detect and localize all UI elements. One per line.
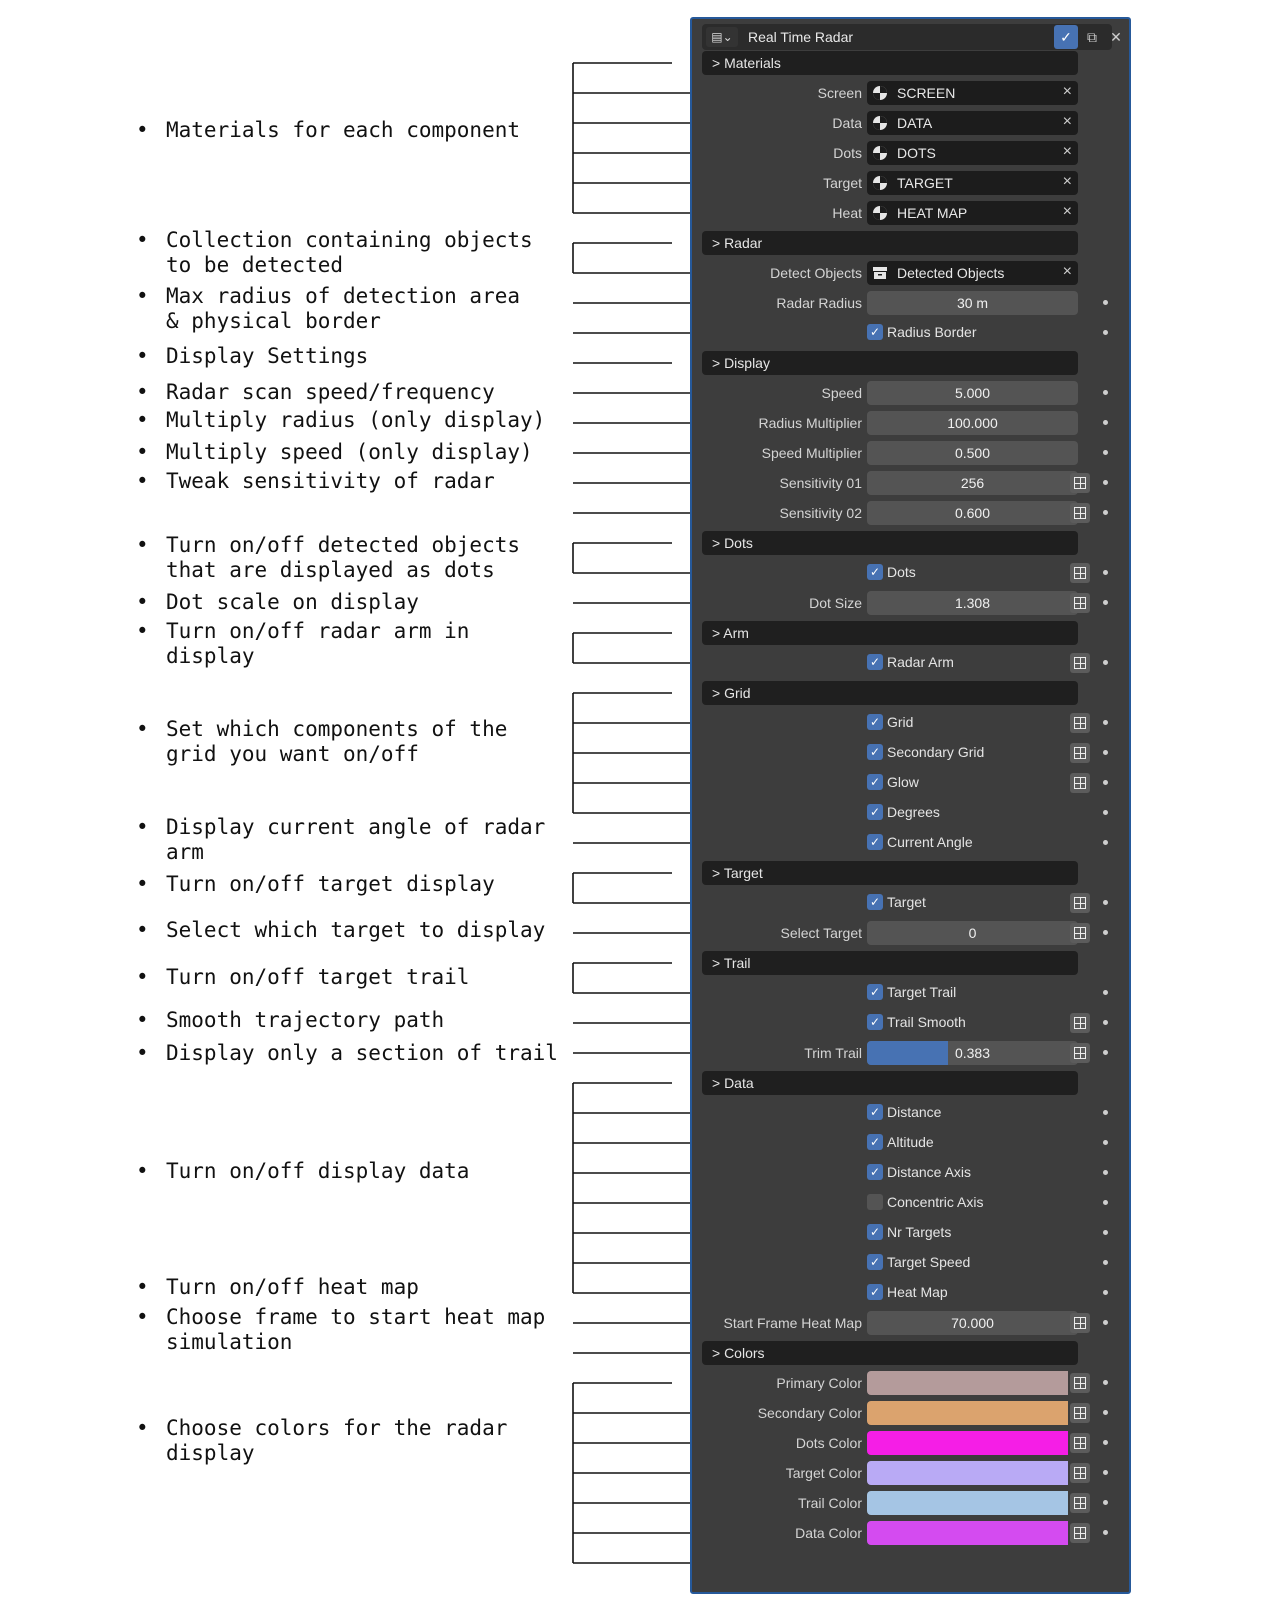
row-radius-border <box>692 319 1129 347</box>
annotation-text: Display current angle of radar <box>166 815 546 839</box>
checkmark-icon[interactable]: ✓ <box>867 1254 883 1270</box>
section-header-dots[interactable] <box>702 531 1078 555</box>
section-dots <box>692 529 1129 557</box>
checkbox-label: Radar Arm <box>887 654 954 670</box>
decorator-keyframe-icon[interactable] <box>1070 593 1090 613</box>
clear-x-icon[interactable]: × <box>1062 143 1072 160</box>
checkmark-icon[interactable]: ✓ <box>867 1284 883 1300</box>
material-sphere-icon <box>872 115 888 131</box>
row-secondary-grid <box>692 739 1129 767</box>
field-value: DATA <box>897 115 933 131</box>
animate-dot-icon[interactable] <box>1103 900 1108 905</box>
animate-dot-icon[interactable] <box>1103 1470 1108 1475</box>
row-target <box>692 889 1129 917</box>
field-value: 0 <box>968 925 977 941</box>
animate-dot-icon[interactable] <box>1103 510 1108 515</box>
clear-x-icon[interactable]: × <box>1062 263 1072 280</box>
animate-dot-icon[interactable] <box>1103 1290 1108 1295</box>
checkmark-icon[interactable]: ✓ <box>867 834 883 850</box>
radar-radius-field[interactable] <box>867 291 1078 315</box>
annotation-text: Collection containing objects <box>166 228 533 252</box>
annotation-text: Turn on/off heat map <box>166 1275 419 1299</box>
checkbox-label: Current Angle <box>887 834 973 850</box>
annotation-text: Turn on/off target trail <box>166 965 470 989</box>
field-value: TARGET <box>897 175 953 191</box>
section-grid <box>692 679 1129 707</box>
field-value: 100.000 <box>947 415 998 431</box>
checkmark-icon[interactable]: ✓ <box>867 1014 883 1030</box>
animate-dot-icon[interactable] <box>1103 840 1108 845</box>
checkbox-label: Nr Targets <box>887 1224 952 1240</box>
checkbox-label: Target <box>887 894 926 910</box>
property-label: Speed Multiplier <box>761 445 862 461</box>
checkbox-label: Distance <box>887 1104 942 1120</box>
pin-shield-icon[interactable]: ✓ <box>1054 25 1078 49</box>
real-time-radar-panel <box>690 17 1131 1594</box>
field-value: Detected Objects <box>897 265 1005 281</box>
row-target <box>692 169 1129 197</box>
row-glow <box>692 769 1129 797</box>
section-data <box>692 1069 1129 1097</box>
section-title: > Grid <box>712 685 751 701</box>
property-label: Dots Color <box>795 1435 862 1451</box>
bullet-point: • <box>136 965 149 989</box>
annotation-text: display <box>166 644 255 668</box>
primary-color-swatch[interactable] <box>867 1371 1068 1395</box>
sensitivity-02-field[interactable] <box>867 501 1078 525</box>
animate-dot-icon[interactable] <box>1103 330 1108 335</box>
animate-dot-icon[interactable] <box>1103 1380 1108 1385</box>
decorator-keyframe-icon[interactable] <box>1070 743 1090 763</box>
field-value: 256 <box>960 475 985 491</box>
sensitivity-01-field[interactable] <box>867 471 1078 495</box>
bullet-point: • <box>136 533 149 557</box>
animate-dot-icon[interactable] <box>1103 420 1108 425</box>
section-title: > Target <box>712 865 763 881</box>
animate-dot-icon[interactable] <box>1103 1200 1108 1205</box>
clear-x-icon[interactable]: × <box>1062 113 1072 130</box>
section-display <box>692 349 1129 377</box>
screen-field[interactable] <box>867 81 1078 105</box>
property-label: Radius Multiplier <box>758 415 862 431</box>
annotation-text: Turn on/off radar arm in <box>166 619 470 643</box>
decorator-keyframe-icon[interactable] <box>1070 893 1090 913</box>
section-header-colors[interactable] <box>702 1341 1078 1365</box>
material-sphere-icon <box>872 85 888 101</box>
bullet-point: • <box>136 872 149 896</box>
section-header-data[interactable] <box>702 1071 1078 1095</box>
secondary-color-swatch[interactable] <box>867 1401 1068 1425</box>
row-distance-axis <box>692 1159 1129 1187</box>
clear-x-icon[interactable]: × <box>1062 203 1072 220</box>
row-sensitivity-02 <box>692 499 1129 527</box>
animate-dot-icon[interactable] <box>1103 1020 1108 1025</box>
decorator-keyframe-icon[interactable] <box>1070 1013 1090 1033</box>
checkbox-label: Radius Border <box>887 324 977 340</box>
annotation-text: Turn on/off detected objects <box>166 533 521 557</box>
annotation-text: Turn on/off display data <box>166 1159 470 1183</box>
animate-dot-icon[interactable] <box>1103 600 1108 605</box>
decorator-keyframe-icon[interactable] <box>1070 653 1090 673</box>
property-label: Target <box>823 175 862 191</box>
property-label: Trim Trail <box>804 1045 862 1061</box>
animate-dot-icon[interactable] <box>1103 1440 1108 1445</box>
animate-dot-icon[interactable] <box>1103 1320 1108 1325</box>
close-icon[interactable]: ✕ <box>1110 29 1122 45</box>
editor-type-icon[interactable]: ▤⌄ <box>706 27 738 47</box>
detect-objects-field[interactable] <box>867 261 1078 285</box>
decorator-keyframe-icon[interactable] <box>1070 773 1090 793</box>
section-header-target[interactable] <box>702 861 1078 885</box>
animate-dot-icon[interactable] <box>1103 1230 1108 1235</box>
bullet-point: • <box>136 1041 149 1065</box>
row-distance <box>692 1099 1129 1127</box>
annotation-text: Tweak sensitivity of radar <box>166 469 495 493</box>
annotation-text: Set which components of the <box>166 717 508 741</box>
decorator-keyframe-icon[interactable] <box>1070 503 1090 523</box>
checkbox-label: Dots <box>887 564 916 580</box>
bullet-point: • <box>136 469 149 493</box>
annotation-text: Multiply radius (only display) <box>166 408 546 432</box>
section-title: > Materials <box>712 55 781 71</box>
row-radius-multiplier <box>692 409 1129 437</box>
bullet-point: • <box>136 440 149 464</box>
animate-dot-icon[interactable] <box>1103 750 1108 755</box>
clear-x-icon[interactable]: × <box>1062 173 1072 190</box>
annotation-text: display <box>166 1441 255 1465</box>
speed-field[interactable] <box>867 381 1078 405</box>
checkmark-icon[interactable]: ✓ <box>867 1104 883 1120</box>
field-value: 0.500 <box>954 445 991 461</box>
property-label: Target Color <box>785 1465 862 1481</box>
row-start-frame-heat-map <box>692 1309 1129 1337</box>
section-materials <box>692 49 1129 77</box>
row-sensitivity-01 <box>692 469 1129 497</box>
animate-dot-icon[interactable] <box>1103 810 1108 815</box>
property-label: Sensitivity 02 <box>779 505 862 521</box>
bullet-point: • <box>136 118 149 142</box>
animate-dot-icon[interactable] <box>1103 450 1108 455</box>
animate-dot-icon[interactable] <box>1103 1410 1108 1415</box>
bullet-point: • <box>136 1305 149 1329</box>
data-color-swatch[interactable] <box>867 1521 1068 1545</box>
animate-dot-icon[interactable] <box>1103 1110 1108 1115</box>
select-target-field[interactable] <box>867 921 1078 945</box>
row-primary-color <box>692 1369 1129 1397</box>
bullet-point: • <box>136 1416 149 1440</box>
dots-color-swatch[interactable] <box>867 1431 1068 1455</box>
animate-dot-icon[interactable] <box>1103 300 1108 305</box>
animate-dot-icon[interactable] <box>1103 1050 1108 1055</box>
field-value: SCREEN <box>897 85 956 101</box>
row-grid <box>692 709 1129 737</box>
material-sphere-icon <box>872 145 888 161</box>
checkmark-icon[interactable]: ✓ <box>867 654 883 670</box>
animate-dot-icon[interactable] <box>1103 1500 1108 1505</box>
annotation-text: Dot scale on display <box>166 590 419 614</box>
row-altitude <box>692 1129 1129 1157</box>
section-header-display[interactable] <box>702 351 1078 375</box>
section-title: > Dots <box>712 535 753 551</box>
field-value: 30 m <box>956 295 989 311</box>
annotation-text: to be detected <box>166 253 344 277</box>
row-dot-size <box>692 589 1129 617</box>
section-title: > Data <box>712 1075 754 1091</box>
section-title: > Arm <box>712 625 749 641</box>
annotation-text: Materials for each component <box>166 118 521 142</box>
property-label: Data <box>832 115 862 131</box>
copy-window-icon[interactable]: ⧉ <box>1087 29 1097 45</box>
property-label: Select Target <box>780 925 862 941</box>
section-header-arm[interactable] <box>702 621 1078 645</box>
bullet-point: • <box>136 815 149 839</box>
annotation-text: arm <box>166 840 204 864</box>
animate-dot-icon[interactable] <box>1103 1530 1108 1535</box>
property-label: Speed <box>821 385 862 401</box>
section-arm <box>692 619 1129 647</box>
property-label: Radar Radius <box>776 295 862 311</box>
bullet-point: • <box>136 717 149 741</box>
section-header-trail[interactable] <box>702 951 1078 975</box>
checkbox-label: Heat Map <box>887 1284 948 1300</box>
animate-dot-icon[interactable] <box>1103 1170 1108 1175</box>
decorator-keyframe-icon[interactable] <box>1070 923 1090 943</box>
row-trail-smooth <box>692 1009 1129 1037</box>
animate-dot-icon[interactable] <box>1103 1260 1108 1265</box>
bullet-point: • <box>136 590 149 614</box>
bullet-point: • <box>136 619 149 643</box>
decorator-keyframe-icon[interactable] <box>1070 1493 1090 1513</box>
row-dots-color <box>692 1429 1129 1457</box>
annotation-text: Choose colors for the radar <box>166 1416 508 1440</box>
annotation-text: simulation <box>166 1330 293 1354</box>
decorator-keyframe-icon[interactable] <box>1070 1403 1090 1423</box>
material-sphere-icon <box>872 175 888 191</box>
checkbox-label: Secondary Grid <box>887 744 985 760</box>
trail-color-swatch[interactable] <box>867 1491 1068 1515</box>
target-color-swatch[interactable] <box>867 1461 1068 1485</box>
annotation-text: Display Settings <box>166 344 369 368</box>
property-label: Start Frame Heat Map <box>723 1315 862 1331</box>
property-label: Screen <box>817 85 862 101</box>
checkbox-label: Altitude <box>887 1134 934 1150</box>
bullet-point: • <box>136 1275 149 1299</box>
checkbox-label: Degrees <box>887 804 940 820</box>
bullet-point: • <box>136 284 149 308</box>
bullet-point: • <box>136 344 149 368</box>
row-trim-trail <box>692 1039 1129 1067</box>
row-screen <box>692 79 1129 107</box>
bullet-point: • <box>136 1159 149 1183</box>
row-radar-radius <box>692 289 1129 317</box>
decorator-keyframe-icon[interactable] <box>1070 473 1090 493</box>
property-label: Detect Objects <box>770 265 862 281</box>
row-radar-arm <box>692 649 1129 677</box>
row-dots <box>692 559 1129 587</box>
section-title: > Colors <box>712 1345 765 1361</box>
decorator-keyframe-icon[interactable] <box>1070 563 1090 583</box>
row-target-trail <box>692 979 1129 1007</box>
section-trail <box>692 949 1129 977</box>
property-label: Heat <box>832 205 862 221</box>
checkmark-icon[interactable]: ✓ <box>867 804 883 820</box>
checkbox-label: Trail Smooth <box>887 1014 966 1030</box>
animate-dot-icon[interactable] <box>1103 390 1108 395</box>
checkbox-label: Target Speed <box>887 1254 971 1270</box>
field-value: 0.383 <box>954 1045 991 1061</box>
bullet-point: • <box>136 380 149 404</box>
field-value: 70.000 <box>951 1315 994 1331</box>
decorator-keyframe-icon[interactable] <box>1070 1373 1090 1393</box>
annotation-text: Select which target to display <box>166 918 546 942</box>
row-heat-map <box>692 1279 1129 1307</box>
row-degrees <box>692 799 1129 827</box>
decorator-keyframe-icon[interactable] <box>1070 1463 1090 1483</box>
field-value: DOTS <box>897 145 936 161</box>
annotation-text: Smooth trajectory path <box>166 1008 445 1032</box>
decorator-keyframe-icon[interactable] <box>1070 713 1090 733</box>
decorator-keyframe-icon[interactable] <box>1070 1433 1090 1453</box>
row-trail-color <box>692 1489 1129 1517</box>
checkbox-label: Glow <box>887 774 919 790</box>
section-header-radar[interactable] <box>702 231 1078 255</box>
annotation-text: Multiply speed (only display) <box>166 440 533 464</box>
checkbox-label: Target Trail <box>887 984 957 1000</box>
animate-dot-icon[interactable] <box>1103 930 1108 935</box>
animate-dot-icon[interactable] <box>1103 720 1108 725</box>
clear-x-icon[interactable]: × <box>1062 83 1072 100</box>
row-data <box>692 109 1129 137</box>
section-header-materials[interactable] <box>702 51 1078 75</box>
checkmark-icon[interactable]: ✓ <box>867 324 883 340</box>
section-radar <box>692 229 1129 257</box>
row-speed <box>692 379 1129 407</box>
row-current-angle <box>692 829 1129 857</box>
bullet-point: • <box>136 1008 149 1032</box>
dots-field[interactable] <box>867 141 1078 165</box>
annotation-text: Max radius of detection area <box>166 284 521 308</box>
annotation-text: grid you want on/off <box>166 742 419 766</box>
start-frame-heat-map-field[interactable] <box>867 1311 1078 1335</box>
row-dots <box>692 139 1129 167</box>
speed-multiplier-field[interactable] <box>867 441 1078 465</box>
checkmark-icon[interactable]: ✓ <box>867 894 883 910</box>
row-nr-targets <box>692 1219 1129 1247</box>
dot-size-field[interactable] <box>867 591 1078 615</box>
property-label: Sensitivity 01 <box>779 475 862 491</box>
checkbox-label: Concentric Axis <box>887 1194 984 1210</box>
decorator-keyframe-icon[interactable] <box>1070 1043 1090 1063</box>
row-target-speed <box>692 1249 1129 1277</box>
checkmark-icon[interactable]: ✓ <box>867 714 883 730</box>
animate-dot-icon[interactable] <box>1103 1140 1108 1145</box>
property-label: Dot Size <box>809 595 862 611</box>
checkmark-icon[interactable]: ✓ <box>867 774 883 790</box>
data-field[interactable] <box>867 111 1078 135</box>
checkmark-icon[interactable]: ✓ <box>867 984 883 1000</box>
row-target-color <box>692 1459 1129 1487</box>
checkbox-empty[interactable] <box>867 1194 883 1210</box>
heat-field[interactable] <box>867 201 1078 225</box>
animate-dot-icon[interactable] <box>1103 570 1108 575</box>
section-target <box>692 859 1129 887</box>
decorator-keyframe-icon[interactable] <box>1070 1313 1090 1333</box>
annotation-text: Choose frame to start heat map <box>166 1305 546 1329</box>
material-sphere-icon <box>872 205 888 221</box>
property-label: Data Color <box>795 1525 862 1541</box>
section-title: > Trail <box>712 955 751 971</box>
animate-dot-icon[interactable] <box>1103 780 1108 785</box>
field-value: 5.000 <box>954 385 991 401</box>
panel-title-bar <box>702 24 1122 50</box>
bullet-point: • <box>136 408 149 432</box>
property-label: Trail Color <box>797 1495 862 1511</box>
animate-dot-icon[interactable] <box>1103 660 1108 665</box>
row-data-color <box>692 1519 1129 1547</box>
checkbox-label: Grid <box>887 714 914 730</box>
row-speed-multiplier <box>692 439 1129 467</box>
field-value: HEAT MAP <box>897 205 968 221</box>
field-value: 1.308 <box>954 595 991 611</box>
section-header-grid[interactable] <box>702 681 1078 705</box>
panel-title: Real Time Radar <box>748 29 854 45</box>
row-select-target <box>692 919 1129 947</box>
section-title: > Radar <box>712 235 763 251</box>
annotation-text: that are displayed as dots <box>166 558 495 582</box>
section-title: > Display <box>712 355 770 371</box>
annotation-text: & physical border <box>166 309 381 333</box>
checkmark-icon[interactable]: ✓ <box>867 744 883 760</box>
checkmark-icon[interactable]: ✓ <box>867 1134 883 1150</box>
bullet-point: • <box>136 918 149 942</box>
checkmark-icon[interactable]: ✓ <box>867 1224 883 1240</box>
annotation-text: Radar scan speed/frequency <box>166 380 495 404</box>
decorator-keyframe-icon[interactable] <box>1070 1523 1090 1543</box>
animate-dot-icon[interactable] <box>1103 990 1108 995</box>
trim-trail-field[interactable] <box>867 1041 1078 1065</box>
radius-multiplier-field[interactable] <box>867 411 1078 435</box>
animate-dot-icon[interactable] <box>1103 480 1108 485</box>
section-colors <box>692 1339 1129 1367</box>
property-label: Primary Color <box>776 1375 862 1391</box>
annotation-text: Turn on/off target display <box>166 872 495 896</box>
row-secondary-color <box>692 1399 1129 1427</box>
collection-box-icon <box>872 265 888 281</box>
row-detect-objects <box>692 259 1129 287</box>
property-label: Dots <box>833 145 862 161</box>
checkmark-icon[interactable]: ✓ <box>867 1164 883 1180</box>
row-heat <box>692 199 1129 227</box>
bullet-point: • <box>136 228 149 252</box>
row-concentric-axis <box>692 1189 1129 1217</box>
property-label: Secondary Color <box>757 1405 862 1421</box>
checkmark-icon[interactable]: ✓ <box>867 564 883 580</box>
target-field[interactable] <box>867 171 1078 195</box>
annotation-text: Display only a section of trail <box>166 1041 558 1065</box>
checkbox-label: Distance Axis <box>887 1164 972 1180</box>
field-value: 0.600 <box>954 505 991 521</box>
